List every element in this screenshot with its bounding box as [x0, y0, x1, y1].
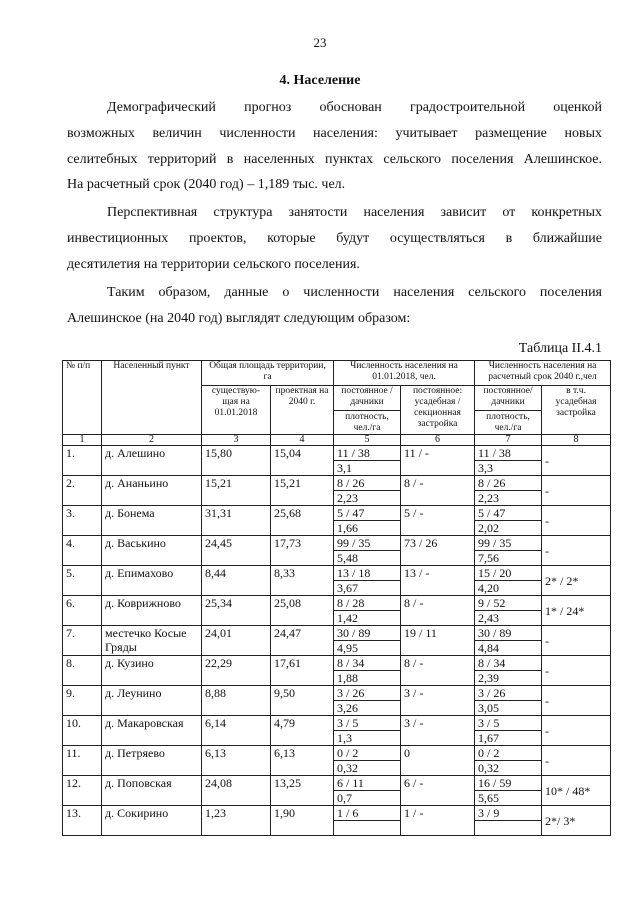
- table-row: [63, 476, 611, 491]
- pop2018-homestead: 5 / -: [401, 506, 475, 536]
- area-project: 25,08: [271, 596, 334, 626]
- settlement-name: д. Ананьино: [102, 476, 202, 506]
- table-row: [63, 716, 611, 731]
- area-existing: 24,45: [202, 536, 271, 566]
- column-number: 4: [271, 435, 334, 446]
- pop2040-homestead: -: [542, 626, 611, 656]
- pop2018-permanent-dacha: 3 / 26: [334, 686, 401, 701]
- pop2040-density: 3,3: [475, 461, 542, 476]
- table-row: [63, 596, 611, 611]
- pop2040-permanent-dacha: 0 / 2: [475, 746, 542, 761]
- table-row: [63, 776, 611, 791]
- settlement-name: д. Петряево: [102, 746, 202, 776]
- column-number: 5: [334, 435, 401, 446]
- pop2040-permanent-dacha: 9 / 52: [475, 596, 542, 611]
- pop2018-homestead: 1 / -: [401, 806, 475, 836]
- pop2040-permanent-dacha: 99 / 35: [475, 536, 542, 551]
- pop2018-permanent-dacha: 6 / 11: [334, 776, 401, 791]
- area-existing: 8,44: [202, 566, 271, 596]
- table-row: [63, 446, 611, 461]
- paragraph-line: Таким образом, данные о численности населения сельского поселения: [107, 285, 602, 300]
- paragraph-line: Демографический прогноз обоснован градостроительной оценкой: [107, 100, 602, 115]
- pop2018-density: 0,32: [334, 761, 401, 776]
- header-area-existing: существую-щая на 01.01.2018: [202, 386, 271, 435]
- area-project: 15,21: [271, 476, 334, 506]
- pop2040-density: 1,67: [475, 731, 542, 746]
- settlement-name: д. Епимахово: [102, 566, 202, 596]
- pop2018-permanent-dacha: 8 / 34: [334, 656, 401, 671]
- population-table: [62, 360, 611, 836]
- pop2018-homestead: 13 / -: [401, 566, 475, 596]
- pop2040-permanent-dacha: 15 / 20: [475, 566, 542, 581]
- header-total-area: Общая площадь территории, га: [202, 361, 334, 386]
- pop2018-permanent-dacha: 8 / 28: [334, 596, 401, 611]
- pop2018-permanent-dacha: 5 / 47: [334, 506, 401, 521]
- pop2018-homestead: 11 / -: [401, 446, 475, 476]
- pop2018-homestead: 3 / -: [401, 686, 475, 716]
- pop2040-homestead: -: [542, 656, 611, 686]
- pop2040-density: 2,23: [475, 491, 542, 506]
- area-project: 17,61: [271, 656, 334, 686]
- pop2018-density: 3,26: [334, 701, 401, 716]
- column-number: 3: [202, 435, 271, 446]
- row-number: 6.: [63, 596, 102, 626]
- pop2018-density: 1,42: [334, 611, 401, 626]
- pop2040-density: 5,65: [475, 791, 542, 806]
- pop2018-permanent-dacha: 13 / 18: [334, 566, 401, 581]
- area-project: 24,47: [271, 626, 334, 656]
- paragraph-population-data-intro: [67, 280, 602, 332]
- table-row: [63, 626, 611, 641]
- row-number: 5.: [63, 566, 102, 596]
- pop2018-permanent-dacha: 8 / 26: [334, 476, 401, 491]
- pop2018-homestead: 0: [401, 746, 475, 776]
- pop2040-homestead: 1* / 24*: [542, 596, 611, 626]
- column-number: 1: [63, 435, 102, 446]
- area-project: 1,90: [271, 806, 334, 836]
- row-number: 7.: [63, 626, 102, 656]
- pop2018-density: 1,66: [334, 521, 401, 536]
- pop2040-density: [475, 821, 542, 836]
- area-existing: 24,08: [202, 776, 271, 806]
- pop2018-density: 3,67: [334, 581, 401, 596]
- header-pop2040-permanent: постоянное/ дачники: [483, 386, 533, 407]
- pop2040-density: 4,20: [475, 581, 542, 596]
- table-row: [63, 536, 611, 551]
- pop2018-permanent-dacha: 0 / 2: [334, 746, 401, 761]
- header-pop2040-permanent-density: [475, 386, 542, 435]
- row-number: 1.: [63, 446, 102, 476]
- pop2040-homestead: -: [542, 686, 611, 716]
- header-pop2018-permanent: постоянное / дачники: [341, 386, 393, 407]
- row-number: 9.: [63, 686, 102, 716]
- area-existing: 6,13: [202, 746, 271, 776]
- settlement-name: д. Сокирино: [102, 806, 202, 836]
- pop2018-permanent-dacha: 1 / 6: [334, 806, 401, 821]
- paragraph-demographic-forecast: [67, 95, 602, 198]
- header-pop2040-homestead: в т.ч. усадебная застройка: [542, 386, 611, 435]
- pop2040-density: 0,32: [475, 761, 542, 776]
- table-label: Таблица II.4.1: [518, 341, 602, 356]
- pop2018-homestead: 8 / -: [401, 656, 475, 686]
- pop2040-permanent-dacha: 11 / 38: [475, 446, 542, 461]
- pop2040-homestead: -: [542, 476, 611, 506]
- pop2040-density: 4,84: [475, 641, 542, 656]
- column-number: 7: [475, 435, 542, 446]
- pop2018-homestead: 19 / 11: [401, 626, 475, 656]
- header-population-2018: Численность населения на 01.01.2018, чел.: [334, 361, 475, 386]
- area-existing: 1,23: [202, 806, 271, 836]
- pop2040-permanent-dacha: 8 / 26: [475, 476, 542, 491]
- pop2018-permanent-dacha: 30 / 89: [334, 626, 401, 641]
- settlement-name: д. Леунино: [102, 686, 202, 716]
- settlement-name: д. Макаровская: [102, 716, 202, 746]
- pop2018-homestead: 8 / -: [401, 596, 475, 626]
- paragraph-line: инвестиционных проектов, которые будут осуществляться в ближайшие: [67, 230, 602, 246]
- pop2040-permanent-dacha: 16 / 59: [475, 776, 542, 791]
- area-existing: 25,34: [202, 596, 271, 626]
- area-project: 9,50: [271, 686, 334, 716]
- area-project: 25,68: [271, 506, 334, 536]
- pop2040-homestead: 2*/ 3*: [542, 806, 611, 836]
- area-project: 4,79: [271, 716, 334, 746]
- paragraph-line: десятилетия на территории сельского поселения.: [67, 256, 360, 272]
- header-settlement: Населенный пункт: [102, 361, 202, 435]
- column-number: 6: [401, 435, 475, 446]
- settlement-name: д. Коврижново: [102, 596, 202, 626]
- settlement-name: д. Кузино: [102, 656, 202, 686]
- header-pop2040-density: плотность, чел./га: [475, 410, 541, 434]
- row-number: 8.: [63, 656, 102, 686]
- area-existing: 15,21: [202, 476, 271, 506]
- header-pop2018-homestead: постоянное: усадебная / секционная застройка: [401, 386, 475, 435]
- pop2040-permanent-dacha: 5 / 47: [475, 506, 542, 521]
- area-existing: 24,01: [202, 626, 271, 656]
- pop2040-density: 3,05: [475, 701, 542, 716]
- pop2018-homestead: 73 / 26: [401, 536, 475, 566]
- pop2040-homestead: -: [542, 446, 611, 476]
- area-existing: 31,31: [202, 506, 271, 536]
- area-project: 17,73: [271, 536, 334, 566]
- pop2018-density: 3,1: [334, 461, 401, 476]
- pop2040-homestead: 2* / 2*: [542, 566, 611, 596]
- row-number: 13.: [63, 806, 102, 836]
- pop2040-permanent-dacha: 8 / 34: [475, 656, 542, 671]
- paragraph-employment-structure: [67, 200, 602, 277]
- pop2018-homestead: 8 / -: [401, 476, 475, 506]
- pop2040-permanent-dacha: 3 / 9: [475, 806, 542, 821]
- pop2040-homestead: -: [542, 716, 611, 746]
- settlement-name: д. Бонема: [102, 506, 202, 536]
- pop2018-density: 2,23: [334, 491, 401, 506]
- table-row: [63, 806, 611, 821]
- row-number: 11.: [63, 746, 102, 776]
- header-pop2018-density: плотность, чел./га: [334, 410, 400, 434]
- pop2040-permanent-dacha: 30 / 89: [475, 626, 542, 641]
- area-existing: 15,80: [202, 446, 271, 476]
- header-pop2018-permanent-density: [334, 386, 401, 435]
- area-project: 8,33: [271, 566, 334, 596]
- pop2040-density: 2,43: [475, 611, 542, 626]
- row-number: 2.: [63, 476, 102, 506]
- paragraph-line: селитебных территорий в населенных пунктах сельского поселения Алешинское.: [67, 151, 602, 167]
- pop2018-permanent-dacha: 3 / 5: [334, 716, 401, 731]
- settlement-name: д. Алешино: [102, 446, 202, 476]
- area-existing: 8,88: [202, 686, 271, 716]
- header-number: № п/п: [63, 361, 102, 435]
- table-row: [63, 566, 611, 581]
- area-project: 13,25: [271, 776, 334, 806]
- pop2040-homestead: -: [542, 536, 611, 566]
- pop2018-density: 1,3: [334, 731, 401, 746]
- table-row: [63, 656, 611, 671]
- pop2018-permanent-dacha: 99 / 35: [334, 536, 401, 551]
- pop2040-homestead: 10* / 48*: [542, 776, 611, 806]
- area-project: 15,04: [271, 446, 334, 476]
- column-number: 2: [102, 435, 202, 446]
- page-number: 23: [313, 35, 327, 50]
- row-number: 4.: [63, 536, 102, 566]
- column-number: 8: [542, 435, 611, 446]
- pop2040-permanent-dacha: 3 / 5: [475, 716, 542, 731]
- header-population-2040: Численность населения на расчетный срок 2040 г.,чел: [475, 361, 611, 386]
- pop2018-density: 4,95: [334, 641, 401, 656]
- settlement-name: д. Васькино: [102, 536, 202, 566]
- paragraph-line: возможных величин численности населения: учитывает размещение новых: [67, 125, 602, 141]
- area-existing: 22,29: [202, 656, 271, 686]
- pop2018-density: 1,88: [334, 671, 401, 686]
- pop2018-density: 0,7: [334, 791, 401, 806]
- area-project: 6,13: [271, 746, 334, 776]
- row-number: 3.: [63, 506, 102, 536]
- table-row: [63, 506, 611, 521]
- pop2018-density: 5,48: [334, 551, 401, 566]
- settlement-name: д. Поповская: [102, 776, 202, 806]
- paragraph-line: На расчетный срок (2040 год) – 1,189 тыс. чел.: [67, 177, 346, 193]
- pop2040-density: 2,02: [475, 521, 542, 536]
- column-numbers-row: [63, 435, 611, 446]
- section-heading: 4. Население: [279, 73, 361, 88]
- area-existing: 6,14: [202, 716, 271, 746]
- row-number: 10.: [63, 716, 102, 746]
- pop2018-permanent-dacha: 11 / 38: [334, 446, 401, 461]
- row-number: 12.: [63, 776, 102, 806]
- pop2018-density: [334, 821, 401, 836]
- table-row: [63, 746, 611, 761]
- paragraph-line: Перспективная структура занятости населения зависит от конкретных: [107, 205, 602, 220]
- pop2040-density: 7,56: [475, 551, 542, 566]
- header-area-project: проектная на 2040 г.: [271, 386, 334, 435]
- pop2040-homestead: -: [542, 746, 611, 776]
- table-row: [63, 686, 611, 701]
- settlement-name: местечко Косые Гряды: [102, 626, 202, 656]
- pop2018-homestead: 6 / -: [401, 776, 475, 806]
- table-body: [63, 446, 611, 836]
- paragraph-line: Алешинское (на 2040 год) выглядят следующим образом:: [67, 310, 411, 326]
- pop2018-homestead: 3 / -: [401, 716, 475, 746]
- pop2040-density: 2,39: [475, 671, 542, 686]
- pop2040-permanent-dacha: 3 / 26: [475, 686, 542, 701]
- pop2040-homestead: -: [542, 506, 611, 536]
